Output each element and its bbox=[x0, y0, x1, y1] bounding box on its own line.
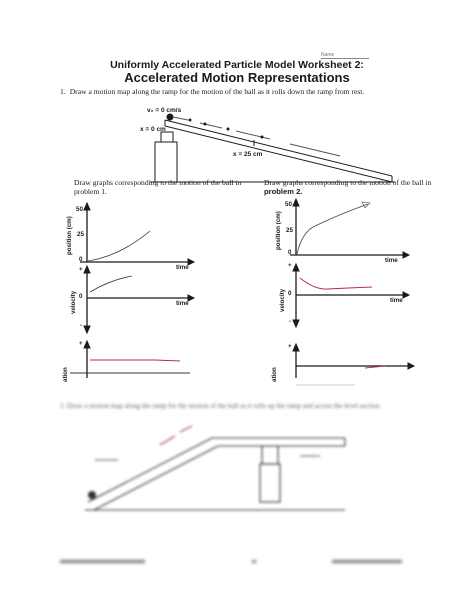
footer-blur bbox=[60, 560, 402, 563]
motion-arrow-3 bbox=[236, 131, 270, 139]
ball-1 bbox=[167, 114, 173, 120]
right-velocity-graph bbox=[293, 264, 409, 327]
left-velocity-time-label: time bbox=[176, 300, 189, 307]
left-position-axis-label: position (cm) bbox=[66, 216, 73, 255]
right-velocity-axis-label: velocity bbox=[279, 288, 286, 312]
motion-arrow-4 bbox=[290, 144, 340, 156]
left-tick-50: 50 bbox=[76, 206, 83, 213]
problem-2-text bbox=[60, 402, 410, 410]
right-prompt-line1: Draw graphs corresponding to the motion of the bbox=[264, 178, 411, 187]
left-velocity-plus: + bbox=[79, 266, 83, 273]
velocity-curve-left bbox=[90, 276, 132, 292]
right-accel-axis-label: ation bbox=[271, 367, 278, 382]
motion-arrow-1 bbox=[173, 117, 188, 120]
position-curve-left bbox=[88, 231, 150, 261]
ramp-diagram-1 bbox=[150, 114, 395, 182]
left-acceleration-graph bbox=[70, 341, 190, 378]
left-accel-axis-label: ation bbox=[62, 367, 69, 382]
problem-2-number: 2. bbox=[60, 402, 66, 410]
v0-label: v₀ = 0 cm/s bbox=[147, 107, 182, 114]
problem-1-number: 1. bbox=[60, 87, 66, 96]
motion-arrow-2 bbox=[200, 123, 222, 128]
left-velocity-axis-label: velocity bbox=[70, 290, 77, 314]
right-tick-50: 50 bbox=[285, 201, 292, 208]
right-tick-25: 25 bbox=[286, 227, 293, 234]
right-prompt-problem-ref: problem 2. bbox=[264, 186, 303, 196]
right-position-time-label: time bbox=[385, 257, 398, 264]
left-velocity-zero: 0 bbox=[79, 293, 83, 300]
left-tick-0: 0 bbox=[79, 256, 83, 263]
right-velocity-plus: + bbox=[288, 262, 292, 269]
ramp-top-edge bbox=[165, 120, 392, 176]
right-velocity-minus: - bbox=[289, 318, 292, 325]
left-tick-25: 25 bbox=[77, 231, 84, 238]
right-graph-prompt bbox=[264, 179, 434, 196]
right-velocity-zero: 0 bbox=[288, 290, 292, 297]
left-velocity-minus: - bbox=[80, 322, 83, 329]
right-tick-0: 0 bbox=[288, 249, 292, 256]
ramp-support-base bbox=[155, 142, 177, 182]
left-accel-plus: + bbox=[79, 340, 83, 347]
right-acceleration-graph bbox=[293, 344, 414, 385]
worksheet-title: Uniformly Accelerated Particle Model Worksheet 2: bbox=[110, 59, 364, 71]
left-position-time-label: time bbox=[176, 264, 189, 271]
problem-2-prompt: Draw a motion map along the ramp for the motion of the ball as it rolls up the ramp and across the level section. bbox=[67, 402, 382, 410]
left-position-graph bbox=[80, 203, 194, 265]
position-curve-right bbox=[297, 204, 368, 254]
left-graph-prompt: Draw graphs corresponding to the motion of the ball in problem 1. bbox=[74, 178, 242, 196]
right-prompt-line2: ball in bbox=[412, 178, 432, 187]
worksheet-subtitle: Accelerated Motion Representations bbox=[124, 70, 350, 85]
acceleration-line-left bbox=[90, 360, 180, 361]
x25-label: x = 25 cm bbox=[233, 151, 263, 158]
ramp-support-top bbox=[161, 132, 173, 142]
right-accel-plus: + bbox=[288, 343, 292, 350]
right-position-graph bbox=[290, 199, 409, 258]
right-position-axis-label: position (cm) bbox=[275, 211, 282, 250]
problem-1-prompt: Draw a motion map along the ramp for the motion of the ball as it rolls down the ramp from rest. bbox=[69, 87, 365, 96]
right-velocity-time-label: time bbox=[390, 297, 403, 304]
velocity-curve-right bbox=[300, 278, 372, 289]
ramp-diagram-2 bbox=[85, 426, 345, 510]
ramp-bottom-edge bbox=[165, 126, 392, 182]
x0-label: x = 0 cm bbox=[140, 126, 166, 133]
name-label-text: Name bbox=[321, 52, 369, 59]
